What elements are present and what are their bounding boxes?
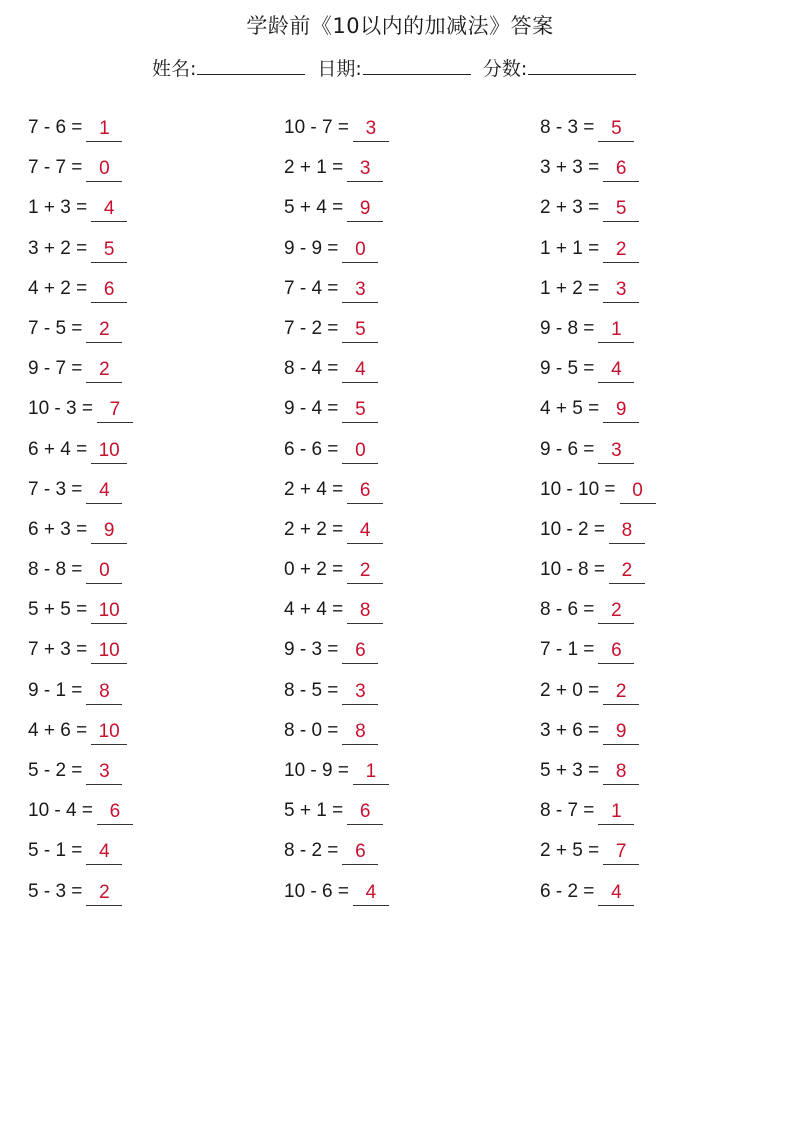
score-blank[interactable]	[528, 56, 636, 75]
equation: 2 + 2 =	[284, 518, 344, 540]
problem-row	[284, 680, 389, 720]
answer-blank[interactable]: 5	[342, 318, 378, 343]
info-fields	[152, 54, 648, 81]
problem-row	[28, 238, 133, 278]
problem-column-2	[284, 117, 389, 921]
answer-blank[interactable]: 1	[598, 800, 634, 825]
answer-blank[interactable]: 4	[342, 358, 378, 383]
problem-row	[28, 720, 133, 760]
problem-row	[540, 197, 656, 237]
answer-blank[interactable]: 6	[97, 800, 133, 825]
equation: 3 + 6 =	[540, 719, 600, 741]
equation: 9 - 7 =	[28, 358, 83, 380]
problem-row	[28, 639, 133, 679]
equation: 7 - 7 =	[28, 157, 83, 179]
equation: 9 - 4 =	[284, 398, 339, 420]
equation: 8 - 2 =	[284, 840, 339, 862]
problem-row	[540, 559, 656, 599]
score-field[interactable]	[483, 54, 636, 81]
problem-row	[540, 439, 656, 479]
equation: 4 + 4 =	[284, 599, 344, 621]
answer-blank[interactable]: 0	[86, 559, 122, 584]
answer-blank[interactable]: 2	[603, 680, 639, 705]
equation: 6 - 6 =	[284, 438, 339, 460]
problem-row	[284, 398, 389, 438]
answer-blank[interactable]: 6	[342, 639, 378, 664]
answer-blank[interactable]: 0	[342, 439, 378, 464]
equation: 7 - 2 =	[284, 317, 339, 339]
answer-blank[interactable]: 3	[603, 278, 639, 303]
equation: 4 + 6 =	[28, 719, 88, 741]
equation: 10 - 4 =	[28, 800, 93, 822]
equation: 8 - 4 =	[284, 358, 339, 380]
problem-row	[284, 840, 389, 880]
equation: 10 - 8 =	[540, 559, 605, 581]
equation: 9 - 1 =	[28, 679, 83, 701]
answer-blank[interactable]: 6	[91, 278, 127, 303]
problem-row	[540, 680, 656, 720]
equation: 8 - 0 =	[284, 719, 339, 741]
page-title: 学龄前《10以内的加减法》答案	[246, 14, 554, 38]
answer-blank[interactable]: 6	[347, 479, 383, 504]
problem-row	[28, 599, 133, 639]
answer-blank[interactable]: 6	[342, 840, 378, 865]
problem-row	[284, 439, 389, 479]
problem-row	[540, 519, 656, 559]
problem-row	[540, 800, 656, 840]
equation: 4 + 2 =	[28, 277, 88, 299]
answer-blank[interactable]: 4	[353, 881, 389, 906]
answer-blank[interactable]: 9	[347, 197, 383, 222]
equation: 8 - 8 =	[28, 559, 83, 581]
date-field[interactable]	[317, 54, 470, 81]
problem-row	[284, 599, 389, 639]
date-label: 日期:	[317, 58, 362, 80]
equation: 2 + 4 =	[284, 478, 344, 500]
answer-blank[interactable]: 4	[91, 197, 127, 222]
answer-blank[interactable]: 3	[342, 680, 378, 705]
equation: 2 + 0 =	[540, 679, 600, 701]
equation: 10 - 9 =	[284, 760, 349, 781]
equation: 9 - 5 =	[540, 358, 595, 380]
answer-blank[interactable]: 4	[598, 358, 634, 383]
problem-row	[28, 800, 133, 840]
equation: 8 - 6 =	[540, 599, 595, 621]
problem-row	[284, 358, 389, 398]
answer-blank[interactable]: 0	[620, 479, 656, 504]
answer-blank[interactable]: 0	[86, 157, 122, 182]
equation: 5 + 1 =	[284, 800, 344, 822]
problem-row	[540, 238, 656, 278]
equation: 10 - 6 =	[284, 880, 349, 902]
problem-row	[540, 720, 656, 760]
answer-blank[interactable]: 2	[347, 559, 383, 584]
problem-row	[540, 278, 656, 318]
problem-row	[284, 760, 389, 800]
answer-blank[interactable]: 5	[598, 117, 634, 142]
equation: 10 - 3 =	[28, 398, 93, 420]
answer-blank[interactable]: 1	[86, 117, 122, 142]
problem-row	[28, 197, 133, 237]
problem-row	[284, 117, 389, 157]
answer-blank[interactable]: 8	[603, 760, 639, 785]
problem-row	[284, 278, 389, 318]
equation: 5 + 3 =	[540, 760, 600, 781]
answer-blank[interactable]: 7	[97, 398, 133, 423]
problem-row	[28, 358, 133, 398]
answer-blank[interactable]: 8	[342, 720, 378, 745]
equation: 10 - 2 =	[540, 518, 605, 540]
answer-blank[interactable]: 6	[598, 639, 634, 664]
problem-row	[28, 318, 133, 358]
problem-row	[540, 599, 656, 639]
equation: 9 - 8 =	[540, 317, 595, 339]
equation: 5 - 2 =	[28, 760, 83, 781]
answer-blank[interactable]: 2	[609, 559, 645, 584]
problem-row	[28, 278, 133, 318]
problem-row	[28, 760, 133, 800]
answer-blank[interactable]: 8	[347, 599, 383, 624]
problem-row	[284, 881, 389, 921]
answer-blank[interactable]: 4	[86, 840, 122, 865]
problem-row	[284, 238, 389, 278]
problem-row	[28, 479, 133, 519]
problem-row	[28, 680, 133, 720]
answer-blank[interactable]: 10	[91, 639, 127, 664]
equation: 7 - 6 =	[28, 117, 83, 138]
answer-blank[interactable]: 1	[598, 318, 634, 343]
name-field[interactable]	[152, 54, 305, 81]
answer-blank[interactable]: 5	[342, 398, 378, 423]
equation: 5 - 1 =	[28, 840, 83, 862]
problem-row	[28, 881, 133, 921]
answer-blank[interactable]: 5	[91, 238, 127, 263]
answer-blank[interactable]: 3	[598, 439, 634, 464]
equation: 6 + 4 =	[28, 438, 88, 460]
problem-row	[540, 318, 656, 358]
equation: 1 + 2 =	[540, 277, 600, 299]
answer-blank[interactable]: 7	[603, 840, 639, 865]
problem-row	[284, 318, 389, 358]
answer-blank[interactable]: 8	[609, 519, 645, 544]
equation: 7 - 4 =	[284, 277, 339, 299]
equation: 5 - 3 =	[28, 880, 83, 902]
problem-row	[540, 639, 656, 679]
answer-blank[interactable]: 5	[603, 197, 639, 222]
answer-blank[interactable]: 8	[86, 680, 122, 705]
equation: 7 + 3 =	[28, 639, 88, 661]
answer-blank[interactable]: 9	[91, 519, 127, 544]
equation: 10 - 7 =	[284, 117, 349, 138]
equation: 0 + 2 =	[284, 559, 344, 581]
equation: 4 + 5 =	[540, 398, 600, 420]
answer-blank[interactable]: 2	[86, 881, 122, 906]
problem-row	[540, 760, 656, 800]
problem-row	[284, 519, 389, 559]
problem-row	[540, 358, 656, 398]
answer-blank[interactable]: 1	[353, 760, 389, 785]
problem-row	[284, 800, 389, 840]
score-label: 分数:	[482, 58, 528, 80]
problem-row	[540, 117, 656, 157]
problem-row	[28, 157, 133, 197]
problem-row	[540, 479, 656, 519]
answer-blank[interactable]: 2	[598, 599, 634, 624]
equation: 9 - 3 =	[284, 639, 339, 661]
problem-row	[28, 439, 133, 479]
equation: 1 + 1 =	[540, 237, 600, 259]
problem-row	[28, 117, 133, 157]
problem-row	[284, 720, 389, 760]
name-blank[interactable]	[197, 56, 305, 75]
answer-blank[interactable]: 9	[603, 720, 639, 745]
equation: 9 - 6 =	[540, 438, 595, 460]
problem-row	[284, 197, 389, 237]
answer-blank[interactable]: 4	[347, 519, 383, 544]
problem-row	[540, 840, 656, 880]
answer-blank[interactable]: 4	[86, 479, 122, 504]
problem-column-1	[28, 117, 133, 921]
problem-row	[284, 479, 389, 519]
equation: 6 - 2 =	[540, 880, 595, 902]
problem-row	[28, 398, 133, 438]
name-label: 姓名:	[152, 58, 197, 80]
problem-row	[28, 559, 133, 599]
equation: 9 - 9 =	[284, 237, 339, 259]
equation: 7 - 3 =	[28, 478, 83, 500]
equation: 2 + 5 =	[540, 840, 600, 862]
answer-blank[interactable]: 10	[91, 439, 127, 464]
problem-row	[540, 157, 656, 197]
answer-blank[interactable]: 3	[86, 760, 122, 785]
answer-blank[interactable]: 4	[598, 881, 634, 906]
equation: 3 + 2 =	[28, 237, 88, 259]
equation: 5 + 5 =	[28, 599, 88, 621]
answer-blank[interactable]: 3	[353, 117, 389, 142]
answer-blank[interactable]: 2	[603, 238, 639, 263]
answer-blank[interactable]: 9	[603, 398, 639, 423]
answer-blank[interactable]: 6	[603, 157, 639, 182]
equation: 2 + 1 =	[284, 157, 344, 179]
answer-blank[interactable]: 3	[342, 278, 378, 303]
equation: 7 - 1 =	[540, 639, 595, 661]
equation: 8 - 3 =	[540, 117, 595, 138]
answer-blank[interactable]: 6	[347, 800, 383, 825]
problem-row	[284, 559, 389, 599]
date-blank[interactable]	[363, 56, 471, 75]
problem-row	[284, 639, 389, 679]
equation: 10 - 10 =	[540, 478, 616, 500]
answer-blank[interactable]: 2	[86, 318, 122, 343]
problem-row	[284, 157, 389, 197]
equation: 5 + 4 =	[284, 197, 344, 219]
problem-row	[28, 840, 133, 880]
equation: 7 - 5 =	[28, 317, 83, 339]
equation: 8 - 7 =	[540, 800, 595, 822]
answer-blank[interactable]: 10	[91, 599, 127, 624]
answer-blank[interactable]: 10	[91, 720, 127, 745]
equation: 6 + 3 =	[28, 518, 88, 540]
problem-row	[28, 519, 133, 559]
problem-row	[540, 398, 656, 438]
equation: 8 - 5 =	[284, 679, 339, 701]
problem-column-3	[540, 117, 656, 921]
equation: 2 + 3 =	[540, 197, 600, 219]
problem-row	[540, 881, 656, 921]
equation: 3 + 3 =	[540, 157, 600, 179]
answer-blank[interactable]: 3	[347, 157, 383, 182]
equation: 1 + 3 =	[28, 197, 88, 219]
answer-blank[interactable]: 0	[342, 238, 378, 263]
answer-blank[interactable]: 2	[86, 358, 122, 383]
